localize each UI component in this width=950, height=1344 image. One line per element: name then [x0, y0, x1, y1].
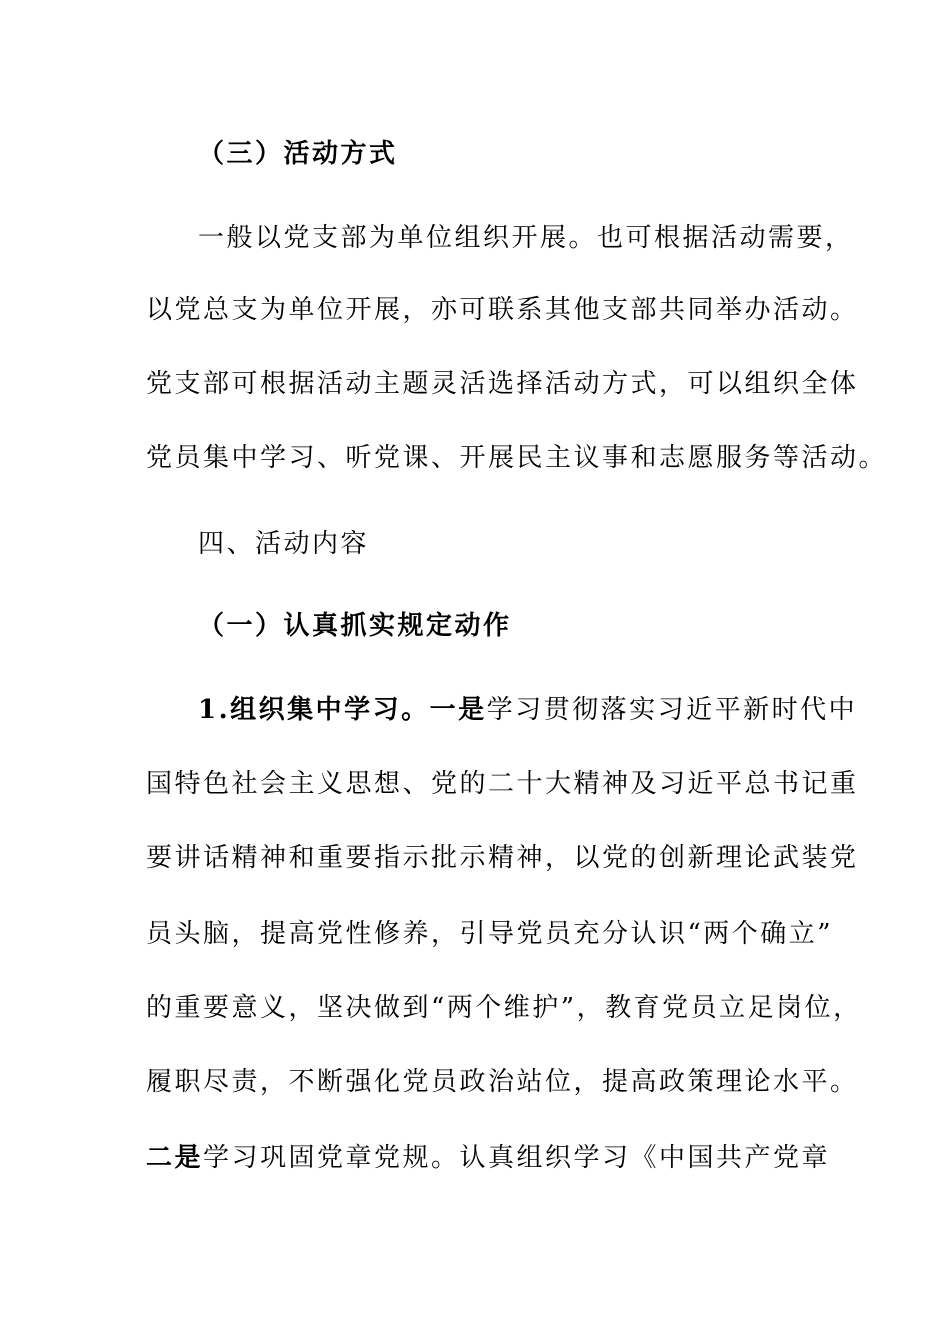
bold-lead-text: 1.组织集中学习。一是: [198, 695, 487, 725]
paragraph-line: [146, 1140, 830, 1176]
line-text: 履职尽责，不断强化党员政治站位，提高政策理论水平。: [146, 1067, 859, 1097]
line-text: 员头脑，提高党性修养，引导党员充分认识“两个确立”: [146, 919, 834, 949]
paragraph-line: [146, 990, 862, 1026]
paragraph-line: [198, 692, 857, 728]
section-heading-activity-format: [198, 136, 398, 172]
paragraph-line: [146, 840, 859, 876]
line-text: （三）活动方式: [198, 139, 398, 169]
paragraph-line: [146, 916, 833, 952]
line-text: 党员集中学习、听党课、开展民主议事和志愿服务等活动。: [146, 443, 888, 473]
line-text: 要讲话精神和重要指示批示精神，以党的创新理论武装党: [146, 843, 859, 873]
paragraph-line: [146, 1064, 859, 1100]
line-text: 党支部可根据活动主题灵活选择活动方式，可以组织全体: [146, 369, 859, 399]
line-text: 一般以党支部为单位组织开展。也可根据活动需要，: [198, 223, 854, 253]
line-text: 的重要意义，坚决做到“两个维护”，教育党员立足岗位，: [146, 993, 862, 1023]
line-text: 学习贯彻落实习近平新时代中: [486, 695, 858, 725]
line-text: 以党总支为单位开展，亦可联系其他支部共同举办活动。: [146, 295, 859, 325]
paragraph-line: [198, 220, 854, 256]
line-text: 国特色社会主义思想、党的二十大精神及习近平总书记重: [146, 769, 859, 799]
paragraph-line: [146, 292, 859, 328]
paragraph-line: [146, 440, 887, 476]
paragraph-line: [146, 366, 859, 402]
paragraph-line: [146, 766, 859, 802]
line-text: 四、活动内容: [198, 529, 370, 559]
bold-lead-text: 二是: [146, 1143, 204, 1173]
line-text: 学习巩固党章党规。认真组织学习《中国共产党章: [203, 1143, 831, 1173]
line-text: （一）认真抓实规定动作: [198, 611, 512, 641]
section-heading-activity-content: [198, 526, 369, 562]
subsection-heading-required-actions: [198, 608, 512, 644]
